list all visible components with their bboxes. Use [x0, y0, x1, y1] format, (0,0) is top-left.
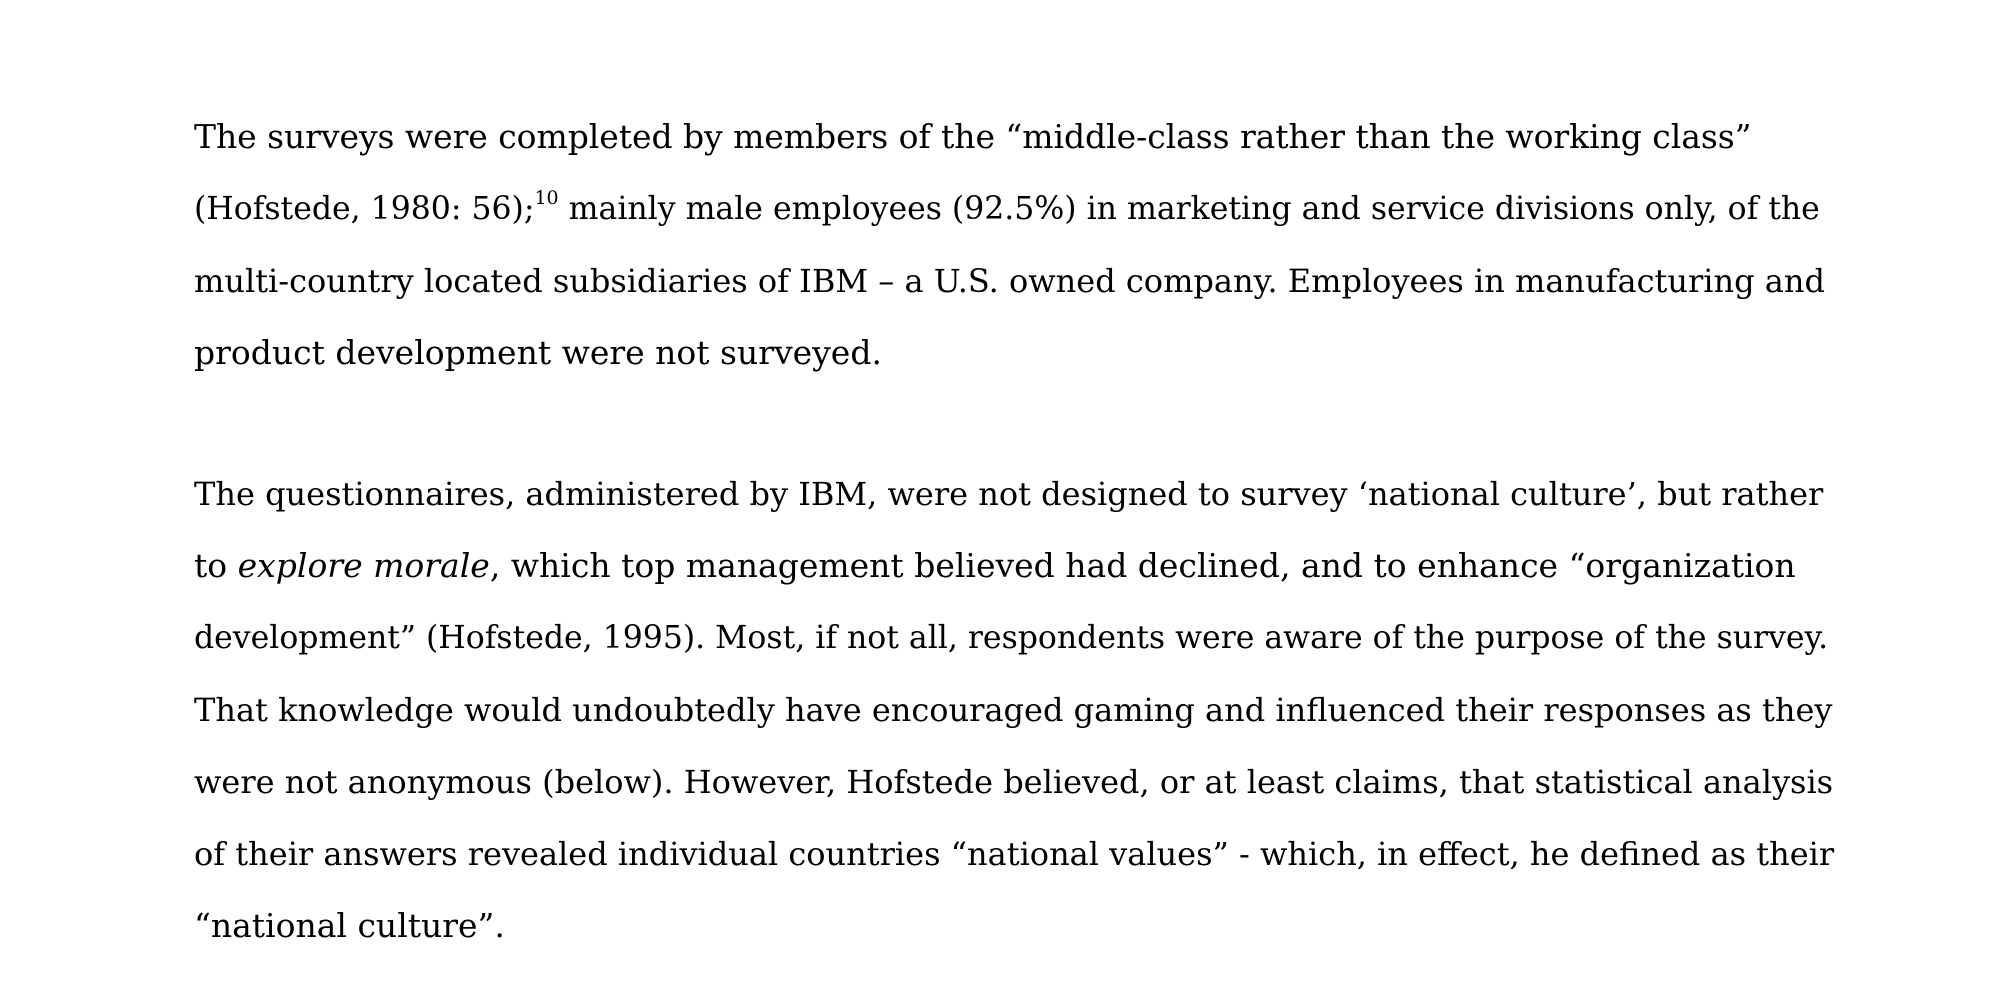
footnote-reference[interactable]: 10	[534, 187, 559, 209]
paragraph-1	[194, 110, 1834, 398]
line-text: The questionnaires, administered by IBM, were not designed to survey ‘national culture’, but rather	[194, 475, 1824, 513]
italic-emphasis: explore morale	[237, 546, 490, 585]
line-text: (Hofstede, 1980: 56);	[194, 191, 535, 227]
document-page	[194, 110, 1834, 971]
paragraph-2	[194, 467, 1834, 971]
text-line	[194, 755, 1834, 827]
text-line	[194, 254, 1834, 326]
text-line	[194, 899, 1834, 971]
line-text: multi-country located subsidiaries of IBM – a U.S. owned company. Employees in manufacturing and	[194, 262, 1825, 300]
line-text: were not anonymous (below). However, Hofstede believed, or at least claims, that statistical analysis	[194, 763, 1834, 801]
text-line	[194, 683, 1834, 755]
line-text: to	[194, 546, 238, 585]
line-text: mainly male employees (92.5%) in marketing and service divisions only, of the	[558, 191, 1820, 227]
text-line	[194, 539, 1834, 611]
text-line	[194, 326, 1834, 398]
line-text: product development were not surveyed.	[194, 333, 882, 372]
text-line	[194, 182, 1834, 254]
line-text: “national culture”.	[194, 906, 505, 945]
line-text: development” (Hofstede, 1995). Most, if not all, respondents were aware of the purpose of the survey.	[194, 620, 1829, 656]
text-line	[194, 827, 1834, 899]
line-text: , which top management believed had declined, and to enhance “organization	[489, 546, 1796, 585]
text-line	[194, 110, 1834, 182]
line-text: The surveys were completed by members of the “middle-class rather than the working class”	[194, 117, 1752, 156]
line-text: That knowledge would undoubtedly have encouraged gaming and influenced their responses as they	[194, 691, 1833, 729]
line-text: of their answers revealed individual countries “national values” - which, in effect, he defined as their	[194, 835, 1835, 873]
text-line	[194, 611, 1834, 683]
text-line	[194, 467, 1834, 539]
